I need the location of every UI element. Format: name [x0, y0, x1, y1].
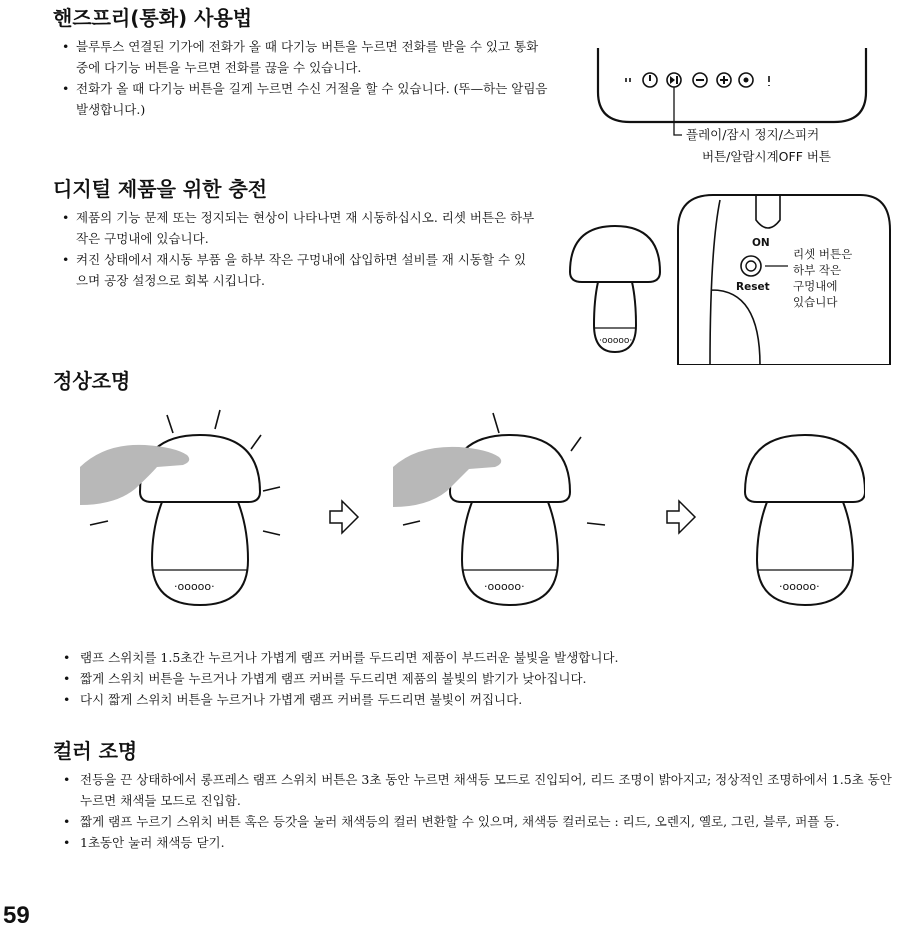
handsfree-instructions	[58, 36, 548, 120]
section-title-handsfree: 핸즈프리(통화) 사용법	[53, 6, 253, 30]
list-item: • 전화가 올 때 다기능 버튼을 길게 누르면 수신 거절을 할 수 있습니다. (뚜—하는 알림음 발생합니다.)	[58, 78, 548, 120]
reset-button-illustration	[560, 190, 895, 365]
list-item: • 전등을 끈 상태하에서 롱프레스 램프 스위치 버튼은 3초 동안 누르면 채색등 모드로 진입되어, 리드 조명이 밝아지고; 정상적인 조명하에서 1.5초 동안 누르면 채색들 모드로 진입함.	[58, 769, 898, 811]
speaker-dots: ·ooooo·	[599, 336, 633, 346]
speaker-button-panel-illustration	[590, 40, 890, 170]
section-title-charging: 디지털 제품을 위한 충전	[53, 177, 268, 201]
callout-label-line2: 버튼/알람시계OFF 버튼	[702, 149, 832, 164]
color-lighting-instructions	[58, 769, 898, 853]
callout-label-line1: 플레이/잠시 정지/스피커	[686, 127, 820, 142]
page-number: 59	[3, 902, 30, 929]
arrow-right-icon	[667, 501, 695, 533]
tap-lamp-sequence-illustration: ·ooooo·	[75, 405, 865, 625]
reset-note-line2: 하부 작은	[793, 263, 842, 277]
lamp-off	[745, 435, 865, 605]
reset-note-line3: 구멍내에	[793, 279, 838, 293]
led-indicator-icon	[626, 78, 630, 82]
list-item: • 켜진 상태에서 재시동 부품 을 하부 작은 구멍내에 삽입하면 설비를 재 시동할 수 있으며 공장 설정으로 회복 시킵니다.	[58, 249, 538, 291]
section-title-color-lighting: 컬러 조명	[53, 739, 138, 763]
charging-instructions	[58, 207, 538, 291]
list-item: • 짧게 램프 누르기 스위치 버튼 혹은 등갓을 눌러 채색등의 컬러 변환할 수 있으며, 채색등 컬러로는 : 리드, 오렌지, 옐로, 그린, 블루, 퍼플 등.	[58, 811, 898, 832]
reset-label: Reset	[736, 281, 770, 293]
on-label: ON	[752, 237, 770, 249]
reset-note-line4: 있습니다	[793, 295, 838, 309]
normal-lighting-instructions	[58, 647, 888, 710]
list-item: • 블루투스 연결된 기가에 전화가 올 때 다기능 버튼을 누르면 전화를 받을 수 있고 통화중에 다기능 버튼을 누르면 전화를 끊을 수 있습니다.	[58, 36, 548, 78]
list-item: • 짧게 스위치 버튼을 누르거나 가볍게 램프 커버를 두드리면 제품의 불빛의 밝기가 낮아집니다.	[58, 668, 888, 689]
list-item: • 제품의 기능 문제 또는 정지되는 현상이 나타나면 재 시동하십시오. 리셋 버튼은 하부 작은 구멍내에 있습니다.	[58, 207, 538, 249]
list-item: • 램프 스위치를 1.5초간 누르거나 가볍게 램프 커버를 두드리면 제품이 부드러운 불빛을 발생합니다.	[58, 647, 888, 668]
reset-note-line1: 리셋 버튼은	[793, 247, 853, 261]
list-item: • 다시 짧게 스위치 버튼을 누르거나 가볍게 램프 커버를 두드리면 불빛이 꺼집니다.	[58, 689, 888, 710]
list-item: • 1초동안 눌러 채색등 닫기.	[58, 832, 898, 853]
section-title-normal-lighting: 정상조명	[53, 369, 131, 393]
arrow-right-icon	[330, 501, 358, 533]
